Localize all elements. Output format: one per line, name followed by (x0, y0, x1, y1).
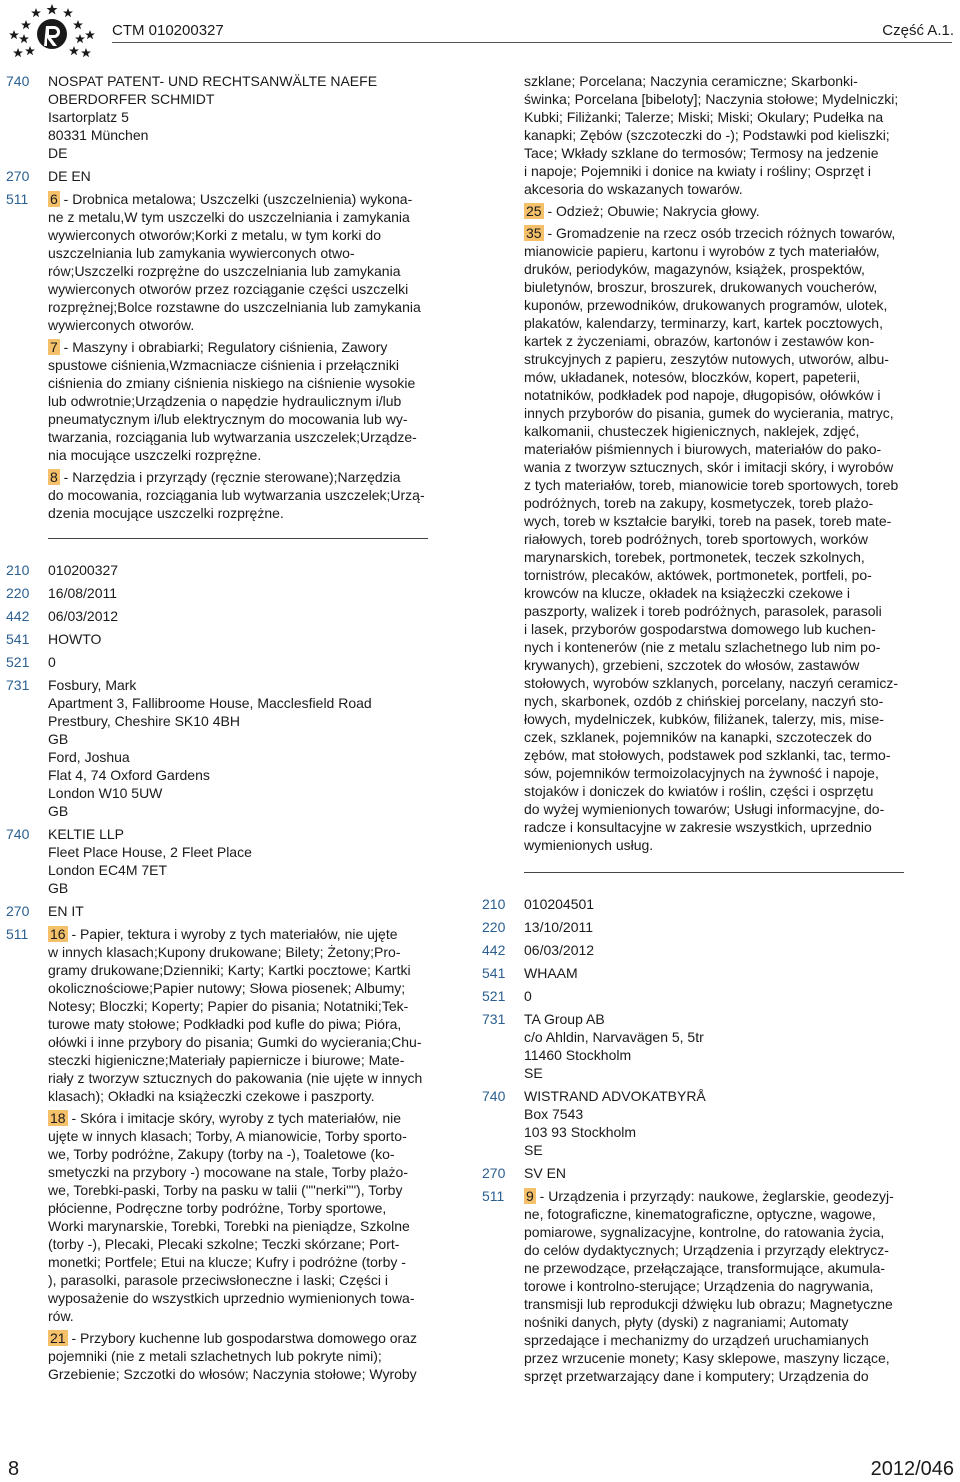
field-220-filing-date (476, 918, 906, 936)
class-number-badge: 6 (50, 191, 58, 207)
class-number-badge: 18 (50, 1110, 66, 1126)
bulletin-issue: 2012/046 (870, 1458, 954, 1480)
field-740-representative (0, 825, 440, 897)
applicant-line: Apartment 3, Fallibroome House, Macclesfield Road (48, 695, 372, 711)
entry-divider (524, 872, 904, 873)
field-code: 740 (6, 73, 30, 89)
class-text: - Urządzenia i przyrządy: naukowe, żeglarskie, geodezyj- ne, fotograficzne, kinematograficzne, optyczne, wagowe, pomiarowe, sygnalizacyjne, kontrolne, do ratowania życia, do celów dydaktycznych; Urządzenia i przyrządy elektrycz- ne przewodzące, przełączające, transformujące, akumula- torowe i kontrolno-sterujące; Urządzenia do nagrywania, transmisji lub reprodukcji dźwięku lub obrazu; Magnetyczne nośniki danych, płyty (dyski) z nagraniami; Automaty sprzedające i mechanizmy do urządzeń uruchamianych przez wrzucenie monety; Kasy sklepowe, maszyny liczące, sprzęt przetwarzający dane i komputery; Urządzenia do (524, 1188, 894, 1384)
header-publication-code: CTM 010200327 (112, 22, 224, 39)
field-code: 442 (6, 608, 30, 624)
class-text: - Papier, tektura i wyroby z tych materiałów, nie ujęte w innych klasach;Kupony drukowane; Bilety; Żetony;Pro- gramy drukowane;Dzienniki; Karty; Kartki pocztowe; Kartki okolicznościowe;Papier nutowy; Słowa piosenek; Albumy; Notesy; Bloczki; Koperty; Papier do pisania; Notatniki;Tek- turowe maty stołowe; Podkładki pod kufle do piwa; Pióra, ołówki i inne przybory do pisania; Gumki do wycierania;Chu- steczki higieniczne;Materiały papiernicze i biurowe; Mate- riały z tworzyw sztucznych do pakowania (nie ujęte w innych klasach); Okładki na książeczki czekowe i paszporty. (48, 926, 423, 1104)
entry-block-1 (0, 72, 440, 522)
class-number-badge: 9 (526, 1188, 534, 1204)
class-text: - Drobnica metalowa; Uszczelki (uszczelnienia) wykona- ne z metalu,W tym uszczelki do uszczelniania i zamykania wywierconych otworów;Korki z metalu, w tym korki do uszczelniania lub zamykania wywierconych otwo- rów;Uszczelki rozprężne do uszczelniania lub zamykania wywierconych otworów przez rozciąganie części uszczelki rozprężnej;Bolce rozstawne do uszczelniania lub zamykania wywierconych otworów. (48, 191, 421, 333)
field-code: 521 (482, 988, 506, 1004)
applicant-line: c/o Ahldin, Narvavägen 5, 5tr (524, 1029, 704, 1045)
class-paragraph (48, 468, 440, 522)
class-paragraph (524, 224, 906, 854)
field-code: 731 (6, 677, 30, 693)
field-270-languages (0, 167, 440, 185)
field-code: 511 (6, 926, 29, 942)
entry-divider (48, 538, 428, 539)
class-number-badge: 7 (50, 339, 58, 355)
class-number-badge: 16 (50, 926, 66, 942)
applicant-line: Fosbury, Mark (48, 677, 137, 693)
applicant-line: GB (48, 731, 69, 747)
field-270-languages (476, 1164, 906, 1182)
application-number: 010204501 (524, 896, 595, 912)
continuation-block (476, 72, 906, 854)
languages-value: EN IT (48, 903, 84, 919)
field-code: 511 (6, 191, 29, 207)
class-number-badge: 8 (50, 469, 58, 485)
applicant-line: London W10 5UW (48, 785, 163, 801)
field-code: 442 (482, 942, 506, 958)
field-521-value: 0 (524, 988, 532, 1004)
field-541-mark (0, 630, 440, 648)
field-442-publication-date (0, 607, 440, 625)
field-521 (476, 987, 906, 1005)
left-column (0, 72, 440, 1388)
class-text: - Narzędzia i przyrządy (ręcznie sterowane);Narzędzia do mocowania, rozciągania lub wytwarzania uszczelek;Urzą- dzenia mocujące uszczelki rozprężne. (48, 469, 425, 521)
class-number-badge: 35 (526, 225, 542, 241)
rep-line: Isartorplatz 5 (48, 109, 129, 125)
field-740-representative (476, 1087, 906, 1159)
page-header (0, 0, 960, 70)
field-code: 270 (6, 168, 30, 184)
class-text: - Skóra i imitacje skóry, wyroby z tych materiałów, nie ujęte w innych klasach; Torby, A mianowicie, Torby sporto- we, Torby podróżne, Zakupy (torby na -), Toaletowe (ko- smetyczki na przybory -) mocowane na stale, Torby plażo- we, Torebki-paski, Torby na pasku w talii (""nerki""), Torby płócienne, Podręczne torby podróżne, Torby sportowe, Worki marynarskie, Torebki, Torebki na pieniądze, Szkolne (torby -), Plecaki, Plecaki szkolne; Teczki skórzane; Port- monetki; Portfele; Etui na klucze; Kufry i podróżne (torby - ), parasolki, parasole przeciwsłoneczne i laski; Części i wyposażenie do wszystkich uprzednio wymienionych towa- rów. (48, 1110, 415, 1324)
publication-date: 06/03/2012 (524, 942, 595, 958)
field-511-classes (476, 1187, 906, 1385)
class-paragraph (48, 190, 440, 334)
header-divider (112, 42, 952, 43)
rep-line: OBERDORFER SCHMIDT (48, 91, 215, 107)
field-code: 511 (482, 1188, 505, 1204)
applicant-line: 11460 Stockholm (524, 1047, 632, 1063)
class-text: - Przybory kuchenne lub gospodarstwa domowego oraz pojemniki (nie z metali szlachetnych lub pokryte nimi); Grzebienie; Szczotki do włosów; Naczynia stołowe; Wyroby (48, 1330, 417, 1382)
class-paragraph (524, 1187, 906, 1385)
field-code: 270 (482, 1165, 506, 1181)
applicant-line: SE (524, 1065, 543, 1081)
filing-date: 16/08/2011 (48, 585, 118, 601)
field-210-application-number (0, 561, 440, 579)
class-paragraph (48, 1329, 440, 1383)
entry-block-2 (0, 561, 440, 1383)
languages-value: SV EN (524, 1165, 567, 1181)
class-text: - Maszyny i obrabiarki; Regulatory ciśnienia, Zawory spustowe ciśnienia,Wzmacniacze ciśnienia i przełączniki ciśnienia do zmiany ciśnienia niskiego na ciśnienie wysokie lub odwrotnie;Urządzenia o napędzie hydraulicznym i/lub pneumatycznym i/lub elektrycznym do mocowania lub wy- twarzania, rozciągania lub wytwarzania uszczelek;Urządze- nia mocujące uszczelki rozprężne. (48, 339, 417, 463)
field-code: 731 (482, 1011, 506, 1027)
applicant-line: Flat 4, 74 Oxford Gardens (48, 767, 210, 783)
rep-line: Fleet Place House, 2 Fleet Place (48, 844, 252, 860)
header-part-label: Część A.1. (882, 22, 954, 39)
class-text: - Odzież; Obuwie; Nakrycia głowy. (543, 203, 760, 219)
mark-text: WHAAM (524, 965, 578, 981)
eu-stars-logo-icon (6, 2, 98, 62)
field-code: 210 (6, 562, 30, 578)
rep-line: SE (524, 1142, 543, 1158)
rep-line: GB (48, 880, 69, 896)
field-220-filing-date (0, 584, 440, 602)
field-442-publication-date (476, 941, 906, 959)
field-521 (0, 653, 440, 671)
field-code: 521 (6, 654, 30, 670)
field-521-value: 0 (48, 654, 56, 670)
rep-line: WISTRAND ADVOKATBYRÅ (524, 1088, 706, 1104)
field-code: 541 (6, 631, 30, 647)
right-column (476, 72, 906, 1390)
class-text: - Gromadzenie na rzecz osób trzecich różnych towarów, mianowicie papieru, kartonu i wyrobów z tych materiałów, druków, periodyków, magazynów, książek, prospektów, biuletynów, broszur, broszurek, drukowanych voucherów, kuponów, przewodników, drukowanych programów, ulotek, plakatów, kalendarzy, terminarzy, kart, kartek pocztowych, kartek z życzeniami, obrazów, kartonów i zestawów kon- strukcyjnych z papieru, zeszytów nutowych, utworów, albu- mów, układanek, notesów, bloczków, kopert, papeterii, notatników, podkładek pod napoje, długopisów, ołówków i innych przyborów do pisania, gumek do wycierania, matryc, kalkomanii, chusteczek higienicznych, naklejek, zdjęć, materiałów piśmiennych i biurowych, materiałów do pako- wania z tworzyw sztucznych, skór i imitacji skóry, i wyrobów z tych materiałów, toreb, mianowicie toreb sportowych, toreb podróżnych, toreb na zakupy, kosmetyczek, toreb plażo- wych, toreb w kształcie baryłki, toreb na pasek, toreb mate- riałowych, toreb podróżnych, toreb sportowych, worków marynarskich, torebek, portmonetek, teczek szkolnych, tornistrów, plecaków, aktówek, portmonetek, portfeli, po- krowców na klucze, okładek na książeczki czekowe i paszporty, walizek i toreb podróżnych, parasolek, parasoli i lasek, przyborów gospodarstwa domowego lub kuchen- nych i kontenerów (nie z metalu szlachetnego lub nim po- krywanych), grzebieni, szczotek do włosów, zastawów stołowych, wyrobów szklanych, porcelany, naczyń ceramicz- nych, skarbonek, ozdób z chińskiej porcelany, naczyń sto- łowych, mydelniczek, kubków, filiżanek, talerzy, mis, mise- czek, szklanek, pojemników na kanapki, szczoteczek do zębów, mat stołowych, podstawek pod szklanki, tac, termo- sów, pojemników termoizolacyjnych na żywność i napoje, stojaków i doniczek do kwiatów i roślin, części i osprzętu do wyżej wymienionych towarów; Usługi informacyjne, do- radcze i konsultacyjne w zakresie wszystkich, uprzednio wymienionych usług. (524, 225, 899, 853)
rep-line: DE (48, 145, 68, 161)
field-210-application-number (476, 895, 906, 913)
rep-line: NOSPAT PATENT- UND RECHTSANWÄLTE NAEFE (48, 73, 378, 89)
class-number-badge: 21 (50, 1330, 66, 1346)
languages-value: DE EN (48, 168, 91, 184)
class-paragraph (524, 202, 906, 220)
field-731-applicant (0, 676, 440, 820)
rep-line: Box 7543 (524, 1106, 584, 1122)
applicant-line: GB (48, 803, 69, 819)
field-code: 740 (6, 826, 30, 842)
mark-text: HOWTO (48, 631, 102, 647)
field-code: 210 (482, 896, 506, 912)
filing-date: 13/10/2011 (524, 919, 594, 935)
field-731-applicant (476, 1010, 906, 1082)
applicant-line: Ford, Joshua (48, 749, 130, 765)
field-code: 270 (6, 903, 30, 919)
field-511-classes (0, 190, 440, 522)
page-number: 8 (8, 1458, 20, 1480)
field-511-classes (0, 925, 440, 1383)
rep-line: 103 93 Stockholm (524, 1124, 637, 1140)
rep-line: London EC4M 7ET (48, 862, 168, 878)
field-511-continuation (476, 72, 906, 854)
field-740-representative (0, 72, 440, 162)
field-code: 541 (482, 965, 506, 981)
entry-block-3 (476, 895, 906, 1385)
class-paragraph (48, 1109, 440, 1325)
class-text: szklane; Porcelana; Naczynia ceramiczne; Skarbonki- świnka; Porcelana [bibeloty]; Naczynia stołowe; Mydelniczki; Kubki; Filiżanki; Talerze; Miski; Miski; Okulary; Pudełka na kanapki; Zębów (szczoteczki do -); Podstawki pod kieliszki; Tace; Wkłady szklane do termosów; Termosy na jedzenie i napoje; Pojemniki i donice na kwiaty i rośliny; Osprzęt i akcesoria do wskazanych towarów. (524, 73, 899, 197)
applicant-line: TA Group AB (524, 1011, 605, 1027)
rep-line: 80331 München (48, 127, 149, 143)
field-270-languages (0, 902, 440, 920)
class-paragraph (524, 72, 906, 198)
field-code: 220 (482, 919, 506, 935)
field-code: 220 (6, 585, 30, 601)
field-code: 740 (482, 1088, 506, 1104)
applicant-line: Prestbury, Cheshire SK10 4BH (48, 713, 240, 729)
class-paragraph (48, 925, 440, 1105)
field-541-mark (476, 964, 906, 982)
publication-date: 06/03/2012 (48, 608, 119, 624)
class-number-badge: 25 (526, 203, 542, 219)
class-paragraph (48, 338, 440, 464)
rep-line: KELTIE LLP (48, 826, 125, 842)
application-number: 010200327 (48, 562, 119, 578)
